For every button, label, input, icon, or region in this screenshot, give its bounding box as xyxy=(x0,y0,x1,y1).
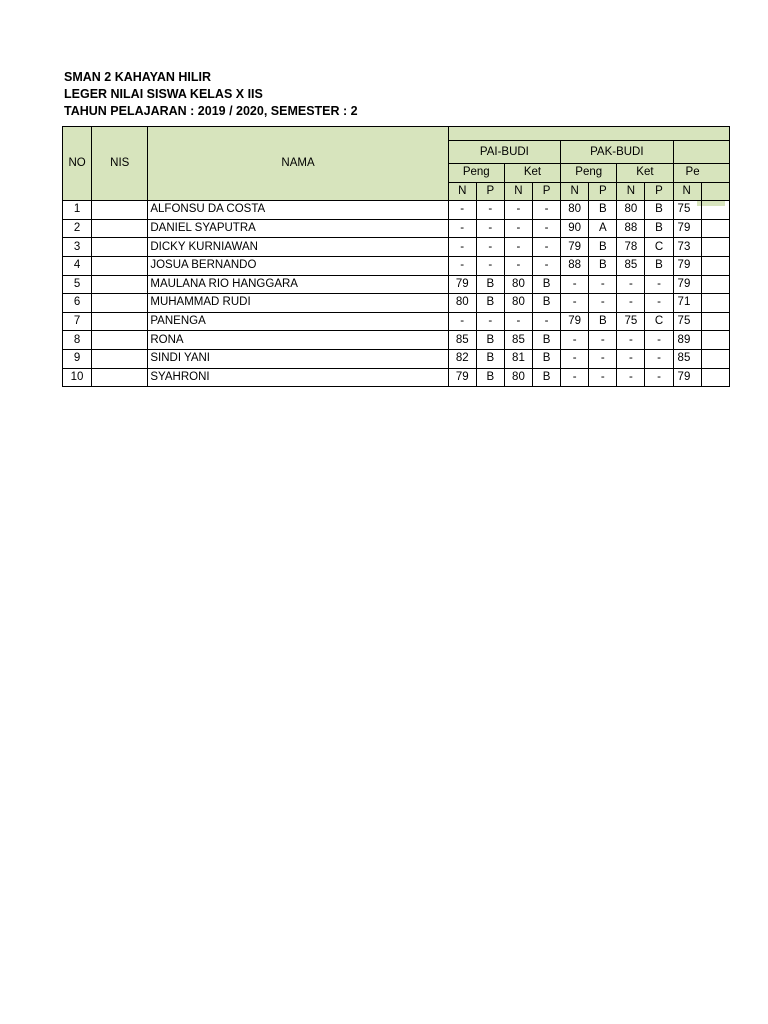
np-header: P xyxy=(476,182,504,201)
academic-year: TAHUN PELAJARAN : 2019 / 2020, SEMESTER : 2 xyxy=(64,104,358,118)
table-row xyxy=(63,349,730,368)
grade-cell: 80 xyxy=(504,368,532,387)
grade-cell: B xyxy=(533,368,561,387)
np-header: P xyxy=(645,182,673,201)
grade-cell: - xyxy=(476,201,504,220)
grade-cell: - xyxy=(617,331,645,350)
np-header: N xyxy=(561,182,589,201)
grade-cell: 85 xyxy=(617,256,645,275)
grade-cell: - xyxy=(617,294,645,313)
grade-cell: - xyxy=(533,201,561,220)
table-row xyxy=(63,368,730,387)
np-header: N xyxy=(448,182,476,201)
grade-cell: - xyxy=(533,238,561,257)
grade-cell: - xyxy=(589,275,617,294)
grade-cell: A xyxy=(589,219,617,238)
grade-cell: - xyxy=(561,349,589,368)
grade-cell: B xyxy=(589,201,617,220)
row-nama-cell: PANENGA xyxy=(148,312,448,331)
grade-cell: - xyxy=(504,312,532,331)
table-row xyxy=(63,294,730,313)
student-rows xyxy=(63,201,730,387)
table-row xyxy=(63,201,730,220)
next-peng-header-partial: Pe xyxy=(673,164,729,183)
grade-cell: 79 xyxy=(561,238,589,257)
grade-cell: - xyxy=(448,238,476,257)
table-row xyxy=(63,275,730,294)
grade-cell: 82 xyxy=(448,349,476,368)
grade-cell: - xyxy=(645,275,673,294)
grade-cell: 89 xyxy=(673,331,701,350)
table-row xyxy=(63,312,730,331)
row-no-cell: 7 xyxy=(63,312,92,331)
grade-cell: B xyxy=(645,201,673,220)
col-no-header: NO xyxy=(63,127,92,201)
row-nis-cell xyxy=(92,219,148,238)
grade-cell: 80 xyxy=(504,294,532,313)
row-no-cell: 5 xyxy=(63,275,92,294)
grade-cell: - xyxy=(448,256,476,275)
pai-ket-header: Ket xyxy=(504,164,560,183)
grade-cell: - xyxy=(589,331,617,350)
table-row xyxy=(63,219,730,238)
grade-cell: - xyxy=(645,331,673,350)
grade-cell: - xyxy=(448,219,476,238)
np-header: N xyxy=(617,182,645,201)
grade-cell: 85 xyxy=(673,349,701,368)
row-nama-cell: JOSUA BERNANDO xyxy=(148,256,448,275)
grade-cell: B xyxy=(589,238,617,257)
document-header xyxy=(64,69,358,120)
grade-cell: 80 xyxy=(504,275,532,294)
grade-cell: - xyxy=(476,312,504,331)
grade-cell: 75 xyxy=(673,201,701,220)
row-nis-cell xyxy=(92,275,148,294)
table-row xyxy=(63,331,730,350)
grade-cell: B xyxy=(533,331,561,350)
row-nama-cell: ALFONSU DA COSTA xyxy=(148,201,448,220)
table-row xyxy=(63,238,730,257)
grade-cell-empty xyxy=(701,312,729,331)
grade-cell: - xyxy=(589,294,617,313)
np-header: N xyxy=(504,182,532,201)
grade-cell: 79 xyxy=(448,275,476,294)
grade-cell: - xyxy=(504,238,532,257)
grade-cell: B xyxy=(533,294,561,313)
row-nis-cell xyxy=(92,238,148,257)
grade-cell: B xyxy=(476,275,504,294)
grade-cell: - xyxy=(448,312,476,331)
grade-cell: 79 xyxy=(673,219,701,238)
pak-peng-header: Peng xyxy=(561,164,617,183)
grade-cell: 85 xyxy=(504,331,532,350)
grade-cell: B xyxy=(589,312,617,331)
row-no-cell: 9 xyxy=(63,349,92,368)
grade-cell: - xyxy=(504,219,532,238)
table-row xyxy=(63,256,730,275)
grade-ledger-table xyxy=(62,126,730,387)
row-no-cell: 4 xyxy=(63,256,92,275)
row-nis-cell xyxy=(92,349,148,368)
grade-cell: 80 xyxy=(448,294,476,313)
grade-cell: - xyxy=(448,201,476,220)
grade-cell-empty xyxy=(701,256,729,275)
subject-next xyxy=(673,141,729,164)
subjects-group-header xyxy=(448,127,729,141)
grade-cell: B xyxy=(645,256,673,275)
grade-cell: - xyxy=(476,256,504,275)
grade-cell-empty xyxy=(701,275,729,294)
school-name: SMAN 2 KAHAYAN HILIR xyxy=(64,70,212,84)
grade-cell: 71 xyxy=(673,294,701,313)
grade-cell: - xyxy=(561,331,589,350)
np-header-empty xyxy=(701,182,729,201)
grade-cell: 73 xyxy=(673,238,701,257)
row-nama-cell: SINDI YANI xyxy=(148,349,448,368)
grade-cell: - xyxy=(504,201,532,220)
row-no-cell: 1 xyxy=(63,201,92,220)
ledger-title: LEGER NILAI SISWA KELAS X IIS xyxy=(64,87,263,101)
grade-cell: 79 xyxy=(673,256,701,275)
grade-cell: B xyxy=(533,349,561,368)
grade-cell: 80 xyxy=(617,201,645,220)
grade-cell: B xyxy=(476,368,504,387)
row-nama-cell: DANIEL SYAPUTRA xyxy=(148,219,448,238)
row-nama-cell: RONA xyxy=(148,331,448,350)
grade-cell: 79 xyxy=(448,368,476,387)
grade-cell-empty xyxy=(701,201,729,220)
grade-cell: B xyxy=(476,349,504,368)
row-nama-cell: SYAHRONI xyxy=(148,368,448,387)
grade-cell: C xyxy=(645,238,673,257)
grade-cell: - xyxy=(645,349,673,368)
grade-cell: 81 xyxy=(504,349,532,368)
row-nis-cell xyxy=(92,294,148,313)
row-no-cell: 6 xyxy=(63,294,92,313)
row-no-cell: 10 xyxy=(63,368,92,387)
grade-cell-empty xyxy=(701,238,729,257)
grade-cell-empty xyxy=(701,294,729,313)
row-no-cell: 2 xyxy=(63,219,92,238)
grade-cell: B xyxy=(476,294,504,313)
grade-cell: - xyxy=(561,275,589,294)
grade-cell: - xyxy=(504,256,532,275)
grade-cell: 75 xyxy=(673,312,701,331)
grade-cell: 75 xyxy=(617,312,645,331)
grade-cell: B xyxy=(476,331,504,350)
grade-cell: 79 xyxy=(561,312,589,331)
grade-cell: 85 xyxy=(448,331,476,350)
row-nis-cell xyxy=(92,312,148,331)
grade-cell: C xyxy=(645,312,673,331)
grade-cell-empty xyxy=(701,219,729,238)
row-nama-cell: MAULANA RIO HANGGARA xyxy=(148,275,448,294)
np-header: N xyxy=(673,182,701,201)
row-no-cell: 3 xyxy=(63,238,92,257)
col-nama-header: NAMA xyxy=(148,127,448,201)
pai-peng-header: Peng xyxy=(448,164,504,183)
grade-cell: B xyxy=(589,256,617,275)
grade-cell: - xyxy=(476,238,504,257)
grade-cell: - xyxy=(645,294,673,313)
grade-cell-empty xyxy=(701,368,729,387)
np-header: P xyxy=(589,182,617,201)
row-no-cell: 8 xyxy=(63,331,92,350)
grade-cell: - xyxy=(645,368,673,387)
grade-cell: B xyxy=(533,275,561,294)
grade-cell: - xyxy=(561,368,589,387)
grade-cell: - xyxy=(561,294,589,313)
grade-cell: 79 xyxy=(673,275,701,294)
row-nama-cell: MUHAMMAD RUDI xyxy=(148,294,448,313)
grade-cell: 80 xyxy=(561,201,589,220)
row-nis-cell xyxy=(92,368,148,387)
grade-cell: 79 xyxy=(673,368,701,387)
grade-cell: - xyxy=(589,349,617,368)
grade-cell: 78 xyxy=(617,238,645,257)
grade-cell: - xyxy=(617,275,645,294)
grade-cell: - xyxy=(476,219,504,238)
grade-cell-empty xyxy=(701,331,729,350)
grade-cell: - xyxy=(589,368,617,387)
grade-cell: - xyxy=(533,219,561,238)
grade-cell-empty xyxy=(701,349,729,368)
col-nis-header: NIS xyxy=(92,127,148,201)
row-nis-cell xyxy=(92,256,148,275)
grade-cell: - xyxy=(617,349,645,368)
grade-cell: 88 xyxy=(561,256,589,275)
subject-pak-budi: PAK-BUDI xyxy=(561,141,673,164)
row-nis-cell xyxy=(92,331,148,350)
grade-cell: 90 xyxy=(561,219,589,238)
grade-cell: - xyxy=(533,256,561,275)
grade-cell: B xyxy=(645,219,673,238)
pak-ket-header: Ket xyxy=(617,164,673,183)
grade-cell: - xyxy=(533,312,561,331)
np-header: P xyxy=(533,182,561,201)
grade-cell: - xyxy=(617,368,645,387)
row-nis-cell xyxy=(92,201,148,220)
header-row-top xyxy=(63,127,730,141)
row-nama-cell: DICKY KURNIAWAN xyxy=(148,238,448,257)
grade-ledger-sheet xyxy=(62,126,698,387)
grade-cell: 88 xyxy=(617,219,645,238)
subject-pai-budi: PAI-BUDI xyxy=(448,141,560,164)
